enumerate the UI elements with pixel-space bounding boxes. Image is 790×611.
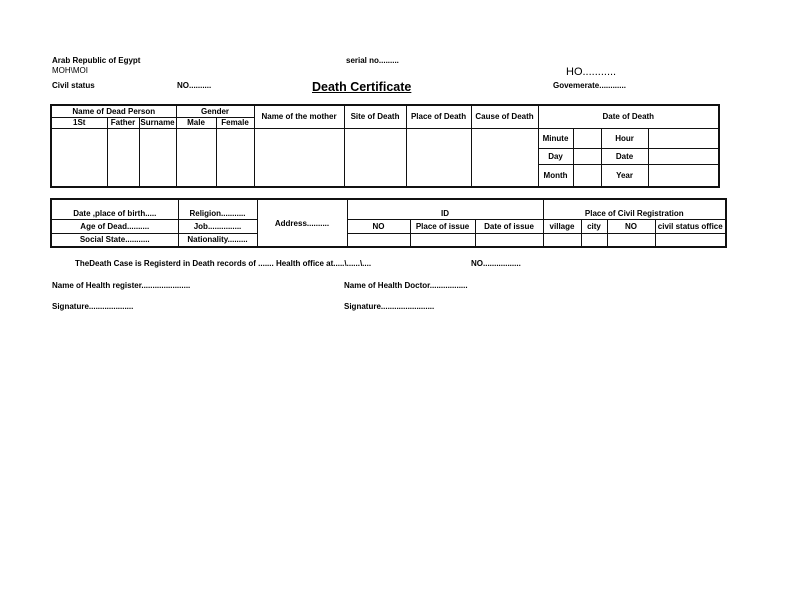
- registration-number-header: NO: [607, 219, 655, 233]
- site-of-death-header: Site of Death: [344, 105, 406, 128]
- date-of-issue-header: Date of issue: [475, 219, 543, 233]
- village-cell[interactable]: [543, 233, 581, 247]
- female-cell[interactable]: [216, 128, 254, 187]
- village-header: village: [543, 219, 581, 233]
- civil-status-office-header: civil status office: [655, 219, 726, 233]
- date-cell[interactable]: [648, 148, 719, 164]
- death-details-table: [50, 104, 720, 188]
- civil-status-number-field[interactable]: NO..........: [177, 81, 212, 90]
- year-cell[interactable]: [648, 164, 719, 187]
- nationality-field[interactable]: Nationality.........: [178, 233, 257, 247]
- day-label: Day: [538, 148, 573, 164]
- hour-label: Hour: [601, 128, 648, 148]
- country-label: Arab Republic of Egypt: [52, 56, 141, 65]
- first-name-cell[interactable]: [51, 128, 107, 187]
- cause-of-death-header: Cause of Death: [471, 105, 538, 128]
- address-field[interactable]: Address..........: [257, 199, 347, 247]
- religion-field[interactable]: Religion...........: [178, 199, 257, 219]
- job-field[interactable]: Job...............: [178, 219, 257, 233]
- first-name-header: 1St: [51, 117, 107, 128]
- place-of-death-cell[interactable]: [406, 128, 471, 187]
- site-of-death-cell[interactable]: [344, 128, 406, 187]
- health-doctor-name-field[interactable]: Name of Health Doctor.................: [344, 281, 468, 290]
- register-signature-field[interactable]: Signature....................: [52, 302, 134, 311]
- registration-number-field[interactable]: NO.................: [471, 259, 521, 268]
- place-of-issue-header: Place of issue: [410, 219, 475, 233]
- id-number-cell[interactable]: [347, 233, 410, 247]
- city-cell[interactable]: [581, 233, 607, 247]
- governorate-field[interactable]: Govemerate............: [553, 81, 626, 90]
- year-label: Year: [601, 164, 648, 187]
- day-cell[interactable]: [573, 148, 601, 164]
- gender-header: Gender: [176, 105, 254, 117]
- personal-info-table: [50, 198, 727, 248]
- male-header: Male: [176, 117, 216, 128]
- father-name-header: Father: [107, 117, 139, 128]
- social-state-field[interactable]: Social State...........: [51, 233, 178, 247]
- civil-status-label: Civil status: [52, 81, 95, 90]
- name-of-dead-person-header: Name of Dead Person: [51, 105, 176, 117]
- birth-date-place-field[interactable]: Date ,place of birth.....: [51, 199, 178, 219]
- minute-cell[interactable]: [573, 128, 601, 148]
- date-of-death-header: Date of Death: [538, 105, 719, 128]
- female-header: Female: [216, 117, 254, 128]
- civil-status-office-cell[interactable]: [655, 233, 726, 247]
- minute-label: Minute: [538, 128, 573, 148]
- place-of-death-header: Place of Death: [406, 105, 471, 128]
- male-cell[interactable]: [176, 128, 216, 187]
- age-of-dead-field[interactable]: Age of Dead..........: [51, 219, 178, 233]
- surname-cell[interactable]: [139, 128, 176, 187]
- registration-number-cell[interactable]: [607, 233, 655, 247]
- month-label: Month: [538, 164, 573, 187]
- month-cell[interactable]: [573, 164, 601, 187]
- cause-of-death-cell[interactable]: [471, 128, 538, 187]
- surname-header: Surname: [140, 118, 175, 127]
- mother-name-header: Name of the mother: [254, 105, 344, 128]
- civil-registration-header: Place of Civil Registration: [543, 199, 726, 219]
- registration-statement: TheDeath Case is Registerd in Death records of ....... Health office at.....\......\....: [75, 259, 372, 268]
- serial-number-field[interactable]: serial no.........: [346, 56, 399, 65]
- doctor-signature-field[interactable]: Signature........................: [344, 302, 435, 311]
- father-name-cell[interactable]: [107, 128, 139, 187]
- ministry-label: MOH\MOI: [52, 66, 88, 75]
- page-title: Death Certificate: [312, 80, 412, 94]
- date-of-issue-cell[interactable]: [475, 233, 543, 247]
- hour-cell[interactable]: [648, 128, 719, 148]
- city-header: city: [581, 219, 607, 233]
- health-register-name-field[interactable]: Name of Health register......................: [52, 281, 191, 290]
- id-number-header: NO: [347, 219, 410, 233]
- mother-name-cell[interactable]: [254, 128, 344, 187]
- place-of-issue-cell[interactable]: [410, 233, 475, 247]
- ho-field[interactable]: HO...........: [566, 66, 617, 78]
- date-label: Date: [601, 148, 648, 164]
- id-header: ID: [347, 199, 543, 219]
